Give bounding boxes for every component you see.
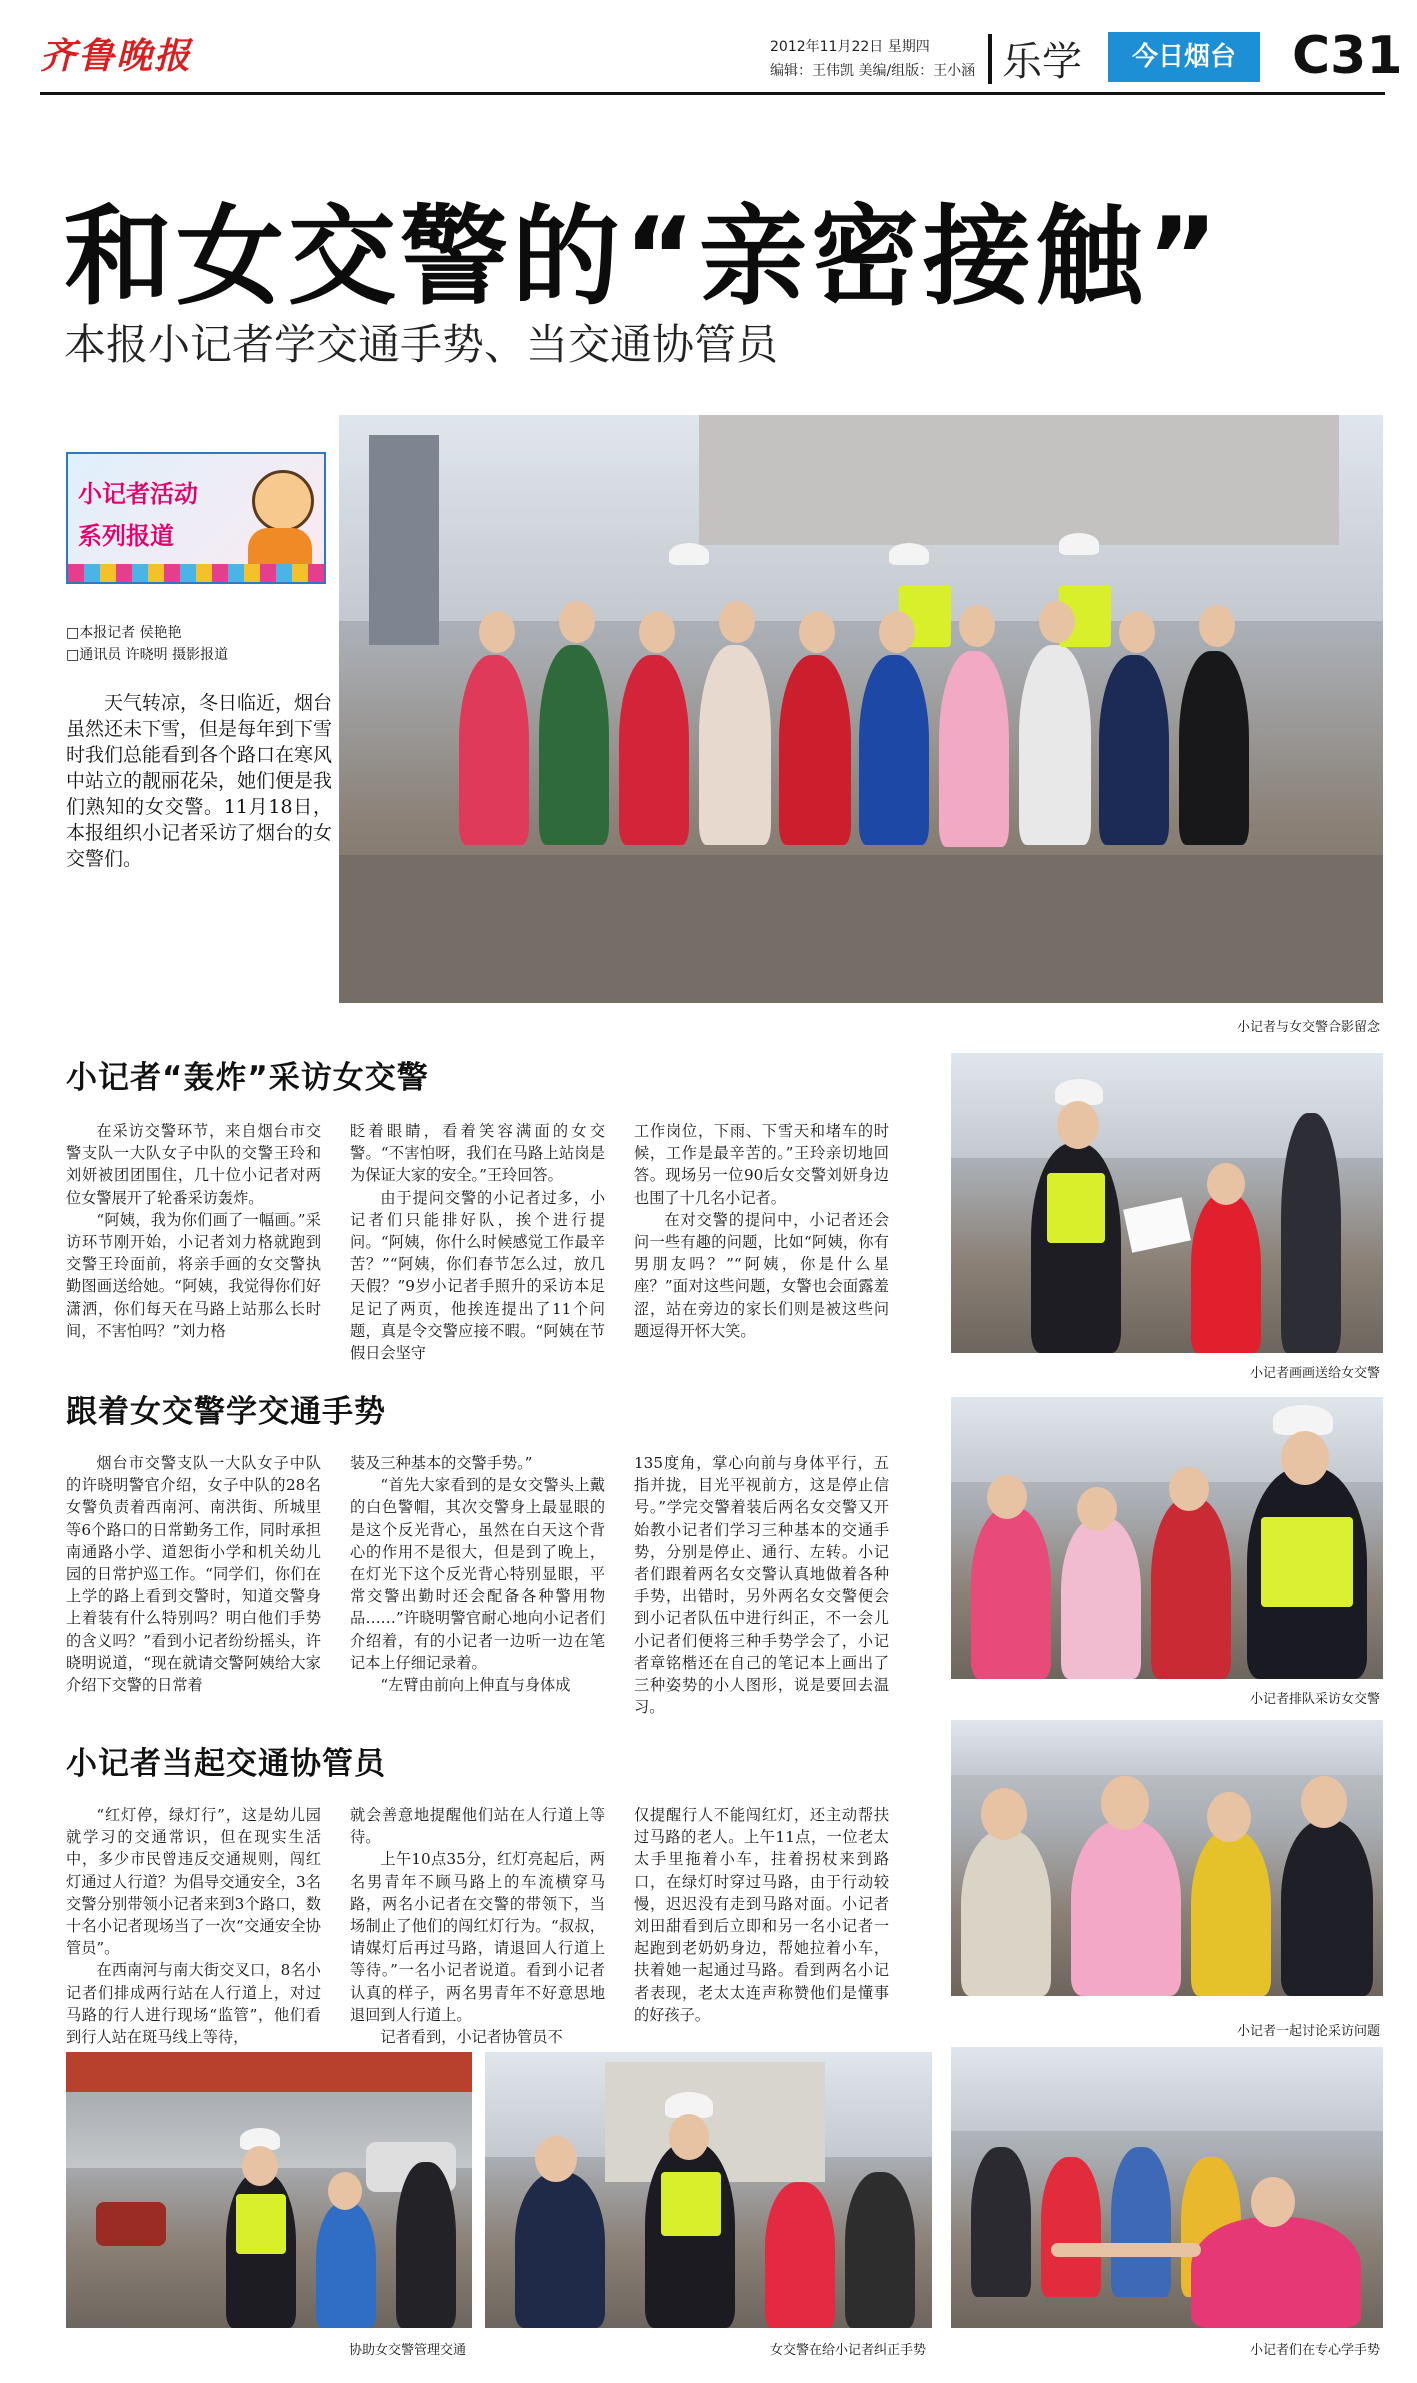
paragraph: 在采访交警环节，来自烟台市交警支队一大队女子中队的交警王玲和刘妍被团团围住，几十位小记者对两位女警展开了轮番采访轰炸。 xyxy=(66,1122,321,1207)
badge-stripes-icon xyxy=(68,564,324,582)
section-1-title: 小记者“轰炸”采访女交警 xyxy=(66,1060,429,1096)
caption-main-photo: 小记者与女交警合影留念 xyxy=(1236,1020,1380,1035)
section-1-col-3 xyxy=(634,1120,889,1342)
masthead-divider xyxy=(988,34,992,84)
section-label: 乐学 xyxy=(1002,39,1082,85)
photo-gesture-practice xyxy=(951,2047,1383,2328)
masthead-logo: 齐鲁晚报 xyxy=(40,35,193,77)
caption-photo-3: 小记者一起讨论采访问题 xyxy=(1236,2024,1380,2039)
photo-queue-interview xyxy=(951,1397,1383,1679)
section-3-col-3 xyxy=(634,1804,889,2026)
paragraph: “阿姨，我为你们画了一幅画。”采访环节刚开始，小记者刘力格就跑到交警王玲面前，将亲手画的女交警执勤图画送给她。“阿姨，我觉得你们好潇洒，你们每天在马路上站那么长时间，不害怕吗？”刘力格 xyxy=(66,1210,321,1340)
cartoon-kid-icon xyxy=(252,470,314,532)
paragraph: 烟台市交警支队一大队女子中队的许晓明警官介绍，女子中队的28名女警负责着西南河、南洪街、所城里等6个路口的日常勤务工作，同时承担南通路小学、道恕街小学和机关幼儿园的日常护巡工作。“同学们，你们在上学的路上看到交警时，知道交警身上着装有什么特别吗？明白他们手势的含义吗？”看到小记者纷纷摇头，许晓明说道，“现在就请交警阿姨给大家介绍下交警的日常着 xyxy=(66,1454,321,1695)
section-2-col-2 xyxy=(350,1452,605,1696)
section-3-col-1 xyxy=(66,1804,321,2048)
headline-title: 和女交警的“亲密接触” xyxy=(64,195,1222,320)
paragraph: 上午10点35分，红灯亮起后，两名男青年不顾马路上的车流横穿马路，两名小记者在交警的带领下，当场制止了他们的闯红灯行为。“叔叔，请媒灯后再过马路，请退回人行道上等待。”一名小记者说道。看到小记者认真的样子，两名男青年不好意思地退回到人行道上。 xyxy=(350,1850,605,2024)
paragraph: “首先大家看到的是女交警头上戴的白色警帽，其次交警身上最显眼的是这个反光背心，虽然在白天这个背心的作用不是很大，但是到了晚上，在灯光下这个反光背心特别显眼，平常交警出勤时还会配备各种警用物品……”许晓明警官耐心地向小记者们介绍着，有的小记者一边听一边在笔记本上仔细记录着。 xyxy=(350,1476,605,1672)
photo-drawing-gift xyxy=(951,1053,1383,1353)
section-1-col-2 xyxy=(350,1120,605,1364)
paragraph: 在对交警的提问中，小记者还会问一些有趣的问题，比如“阿姨，你有男朋友吗？”“阿姨，你是什么星座？”面对这些问题，女警也会面露羞涩，站在旁边的家长们则是被这些问题逗得开怀大笑。 xyxy=(634,1210,889,1340)
photo-gesture-correction xyxy=(485,2052,932,2328)
section-3-title: 小记者当起交通协管员 xyxy=(66,1746,386,1782)
caption-photo-1: 小记者画画送给女交警 xyxy=(1249,1366,1380,1381)
byline-correspondent: □通讯员 许晓明 摄影报道 xyxy=(66,647,229,663)
paragraph: 工作岗位，下雨、下雪天和堵车的时候，工作是最辛苦的。”王玲亲切地回答。现场另一位90后女交警刘妍身边也围了十几名小记者。 xyxy=(634,1122,889,1207)
masthead-rule xyxy=(40,92,1385,95)
paragraph: “左臂由前向上伸直与身体成 xyxy=(380,1676,571,1695)
paragraph: 仅提醒行人不能闯红灯，还主动帮扶过马路的老人。上午11点，一位老太太手里拖着小车，拄着拐杖来到路口，在绿灯时穿过马路，由于行动较慢，迟迟没有走到马路对面。小记者刘田甜看到后立即和另一名小记者一起跑到老奶奶身边，帮她拉着小车，扶着她一起通过马路。看到两名小记者表现，老太太连声称赞他们是懂事的好孩子。 xyxy=(634,1806,889,2024)
paragraph: 眨着眼睛，看着笑容满面的女交警。“不害怕呀，我们在马路上站岗是为保证大家的安全。”王玲回答。 xyxy=(350,1122,605,1185)
page-number: C31 xyxy=(1292,26,1403,86)
cartoon-kid-shirt-icon xyxy=(248,528,312,568)
series-badge xyxy=(66,452,326,584)
headline-subtitle: 本报小记者学交通手势、当交通协管员 xyxy=(64,320,779,369)
lead-paragraph: 天气转凉，冬日临近，烟台虽然还未下雪，但是每年到下雪时我们总能看到各个路口在寒风中站立的靓丽花朵，她们便是我们熟知的女交警。11月18日，本报组织小记者采访了烟台的女交警们。 xyxy=(66,692,333,870)
caption-photo-6: 小记者们在专心学手势 xyxy=(1249,2343,1380,2358)
date-line: 2012年11月22日 星期四 xyxy=(770,39,930,55)
paragraph: 由于提问交警的小记者过多，小记者们只能排好队，挨个进行提问。“阿姨，你什么时候感觉工作最辛苦？”“阿姨，你们春节怎么过，放几天假？”9岁小记者手照升的采访本足足记了两页，他挨连提出了11个问题，真是令交警应接不暇。“阿姨在节假日会坚守 xyxy=(350,1188,605,1363)
edition-badge: 今日烟台 xyxy=(1108,32,1260,82)
paragraph: 在西南河与南大街交叉口，8名小记者们排成两行站在人行道上，对过马路的行人进行现场“监管”，他们看到行人站在斑马线上等待， xyxy=(66,1961,321,2047)
paragraph: 装及三种基本的交警手势。” xyxy=(350,1454,533,1472)
editors-line: 编辑：王伟凯 美编/组版：王小涵 xyxy=(770,63,976,79)
caption-photo-4: 协助女交警管理交通 xyxy=(348,2343,466,2358)
caption-photo-5: 女交警在给小记者纠正手势 xyxy=(769,2343,926,2358)
section-3-col-2 xyxy=(350,1804,605,2048)
byline-reporter: □本报记者 侯艳艳 xyxy=(66,625,182,641)
section-1-col-1 xyxy=(66,1120,321,1342)
paragraph: 记者看到，小记者协管员不 xyxy=(380,2028,563,2047)
paragraph: 就会善意地提醒他们站在人行道上等待。 xyxy=(350,1806,605,1847)
badge-line-2: 系列报道 xyxy=(78,522,174,550)
section-2-col-1 xyxy=(66,1452,321,1696)
photo-traffic-assist xyxy=(66,2052,472,2328)
section-2-title: 跟着女交警学交通手势 xyxy=(66,1394,386,1430)
group-photo xyxy=(339,415,1383,1003)
photo-discussion xyxy=(951,1720,1383,1996)
section-2-col-3 xyxy=(634,1452,889,1718)
badge-line-1: 小记者活动 xyxy=(78,480,198,508)
caption-photo-2: 小记者排队采访女交警 xyxy=(1249,1692,1380,1707)
paragraph: 135度角，掌心向前与身体平行，五指并拢，目光平视前方，这是停止信号。”学完交警着装后两名女交警又开始教小记者们学习三种基本的交通手势，分别是停止、通行、左转。小记者们跟着两名女交警认真地做着各种手势，出错时，另外两名女交警便会到小记者队伍中进行纠正，不一会儿小记者们便将三种手势学会了，小记者章铭楷还在自己的笔记本上画出了三种姿势的小人图形，说是要回去温习。 xyxy=(634,1454,889,1717)
paragraph: “红灯停，绿灯行”，这是幼儿园就学习的交通常识，但在现实生活中，多少市民曾违反交通规则，闯红灯通过人行道？为倡导交通安全，3名交警分别带领小记者来到3个路口，数十名小记者现场当了一次“交通安全协管员”。 xyxy=(66,1806,321,1958)
